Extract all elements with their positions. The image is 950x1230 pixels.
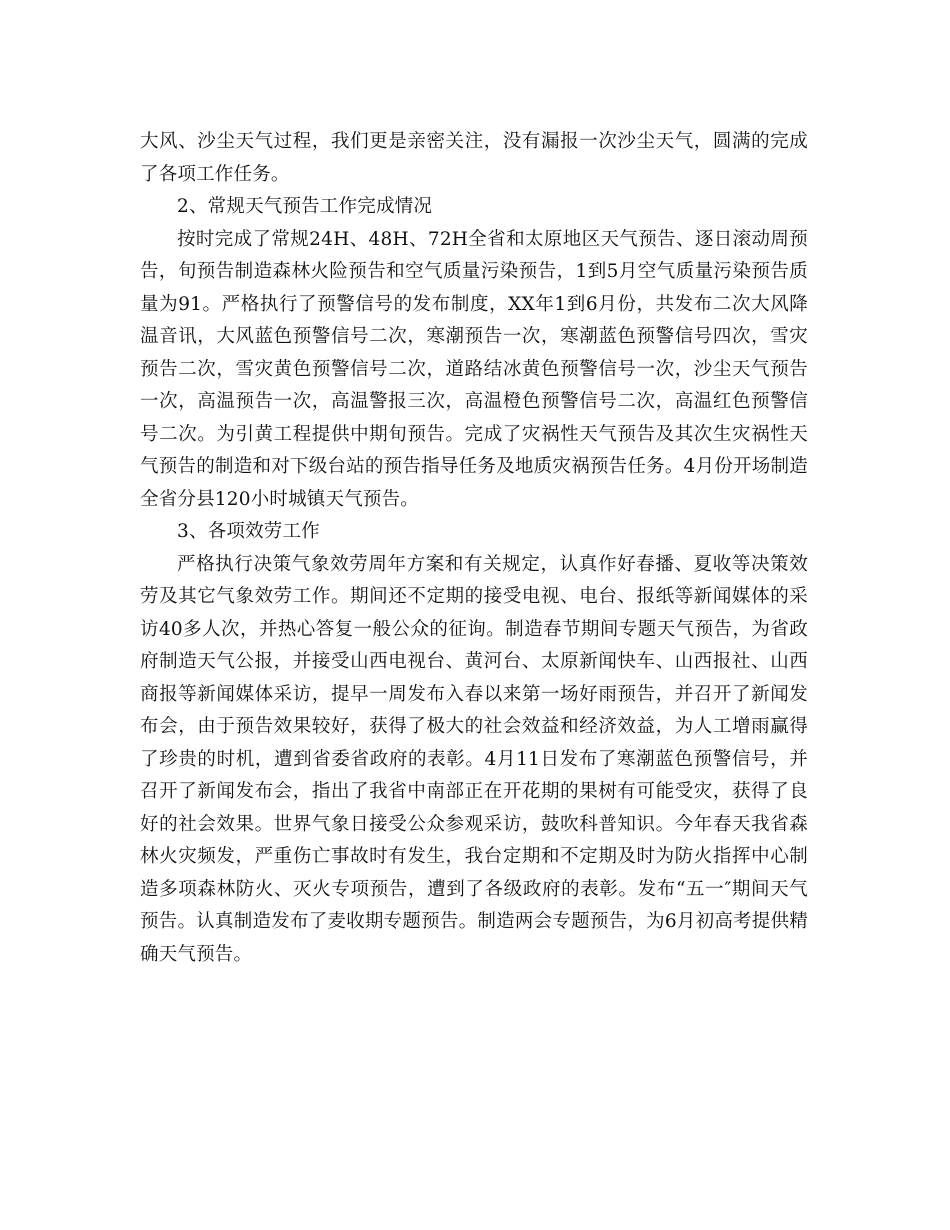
paragraph-forecast-work: 按时完成了常规24H、48H、72H全省和太原地区天气预告、逐日滚动周预告，旬预告制造森林火险预告和空气质量污染预告，1到5月空气质量污染预告质量为91。严格执行了预警信号的发布制度，XX年1到6月份，共发布二次大风降温音讯，大风蓝色预警信号二次，寒潮预告一次，寒潮蓝色预警信号四次，雪灾预告二次，雪灾黄色预警信号二次，道路结冰黄色预警信号一次，沙尘天气预告一次，高温预告一次，高温警报三次，高温橙色预警信号二次，高温红色预警信号二次。为引黄工程提供中期旬预告。完成了灾祸性天气预告及其次生灾祸性天气预告的制造和对下级台站的预告指导任务及地质灾祸预告任务。4月份开场制造全省分县120小时城镇天气预告。 [140,228,808,510]
section-heading-2: 2、常规天气预告工作完成情况 [177,196,433,217]
paragraph-service-work: 严格执行决策气象效劳周年方案和有关规定，认真作好春播、夏收等决策效劳及其它气象效劳工作。期间还不定期的接受电视、电台、报纸等新闻媒体的采访40多人次，并热心答复一般公众的征询。制造春节期间专题天气预告，为省政府制造天气公报，并接受山西电视台、黄河台、太原新闻快车、山西报社、山西商报等新闻媒体采访，提早一周发布入春以来第一场好雨预告，并召开了新闻发布会，由于预告效果较好，获得了极大的社会效益和经济效益，为人工增雨赢得了珍贵的时机，遭到省委省政府的表彰。4月11日发布了寒潮蓝色预警信号，并召开了新闻发布会，指出了我省中南部正在开花期的果树有可能受灾，获得了良好的社会效果。世界气象日接受公众参观采访，鼓吹科普知识。今年春天我省森林火灾频发，严重伤亡事故时有发生，我台定期和不定期及时为防火指挥中心制造多项森林防火、灭火专项预告，遭到了各级政府的表彰。发布“五一″期间天气预告。认真制造发布了麦收期专题预告。制造两会专题预告，为6月初高考提供精确天气预告。 [140,553,808,965]
document-body [140,126,808,971]
section-heading-3: 3、各项效劳工作 [177,521,320,542]
paragraph-continuation: 大风、沙尘天气过程，我们更是亲密关注，没有漏报一次沙尘天气，圆满的完成了各项工作任务。 [140,131,808,185]
